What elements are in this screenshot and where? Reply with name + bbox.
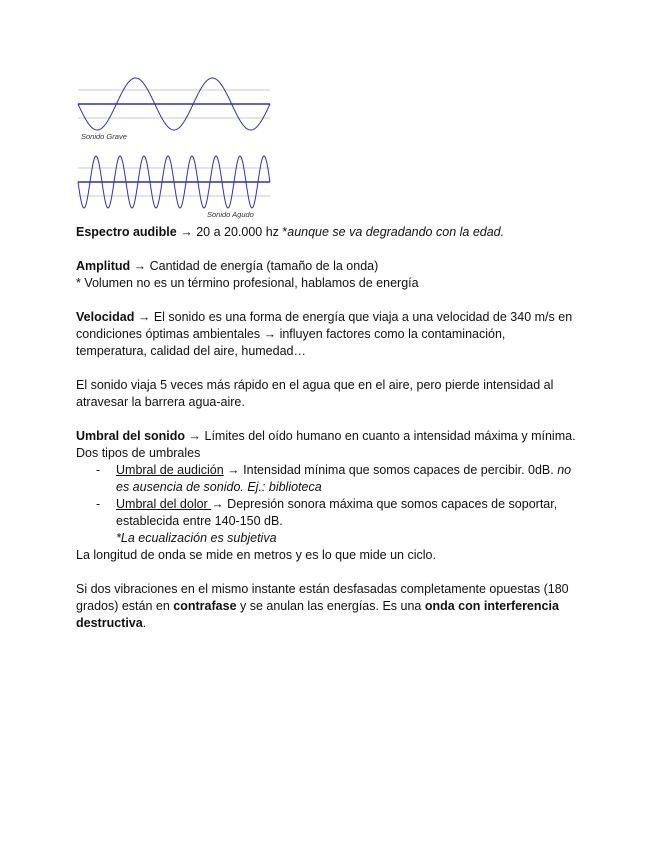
low-frequency-wave-graphic [76, 72, 272, 134]
notes-body [76, 224, 576, 632]
phase-text-3: . [142, 616, 147, 630]
threshold-paragraph [76, 428, 576, 462]
amplitude-note: * Volumen no es un término profesional, hablamos de energía [76, 276, 419, 290]
threshold-list [76, 462, 576, 547]
list-item [76, 496, 576, 547]
wavelength-paragraph: La longitud de onda se mide en metros y es lo que mide un ciclo. [76, 548, 436, 562]
amplitude-arrow: → [133, 259, 147, 273]
phase-bold-2: onda con interferencia destructiva [76, 599, 559, 630]
pain-threshold-label: Umbral del dolor [116, 497, 212, 511]
high-frequency-wave-graphic [76, 150, 272, 212]
spectrum-text: 20 a 20.000 hz * [192, 225, 288, 239]
amplitude-text: Cantidad de energía (tamaño de la onda) [146, 259, 379, 273]
phase-paragraph [76, 581, 576, 632]
spectrum-paragraph [76, 224, 576, 241]
phase-text-2: y se anulan las energías. Es una [236, 599, 425, 613]
phase-bold-1: contrafase [173, 599, 237, 613]
spectrum-note: aunque se va degradando con la edad. [287, 225, 505, 239]
list-item [76, 462, 576, 496]
velocity-arrow: → [137, 310, 151, 324]
spectrum-term: Espectro audible [76, 225, 177, 239]
hearing-threshold-note: no es ausencia de sonido. Ej.: biblioteca [116, 463, 572, 494]
list-dash: - [96, 497, 101, 511]
list-dash: - [96, 463, 101, 477]
velocity-term: Velocidad [76, 310, 135, 324]
water-paragraph: El sonido viaja 5 veces más rápido en el agua que en el aire, pero pierde intensidad al atravesar la barrera agua-aire. [76, 378, 554, 409]
hearing-threshold-text: → Intensidad mínima que somos capaces de percibir. 0dB. [223, 463, 558, 477]
high-frequency-wave-figure [76, 150, 272, 222]
spectrum-arrow: → [180, 225, 193, 239]
phase-text-1: Si dos vibraciones en el mismo instante están desfasadas completamente opuestas (180 grados) están en [76, 582, 569, 613]
hearing-threshold-label: Umbral de audición [116, 463, 224, 477]
threshold-arrow: → [188, 429, 202, 443]
threshold-text: Límites del oído humano en cuanto a intensidad máxima y mínima. Dos tipos de umbrales [76, 429, 576, 460]
threshold-term: Umbral del sonido [76, 429, 186, 443]
high-frequency-caption: Sonido Agudo [207, 210, 254, 219]
amplitude-paragraph [76, 258, 576, 275]
equalization-note: *La ecualización es subjetiva [116, 531, 277, 545]
pain-threshold-text: → Depresión sonora máxima que somos capaces de soportar, establecida entre 140-150 dB. [116, 497, 558, 528]
velocity-text: El sonido es una forma de energía que viaja a una velocidad de 340 m/s en condiciones óptimas ambientales → influyen factores como la contaminación, temperatura, calidad del aire, humedad… [76, 310, 573, 358]
low-frequency-wave-figure [76, 72, 272, 142]
velocity-paragraph [76, 309, 576, 360]
amplitude-term: Amplitud [76, 259, 131, 273]
low-frequency-caption: Sonido Grave [81, 132, 127, 141]
